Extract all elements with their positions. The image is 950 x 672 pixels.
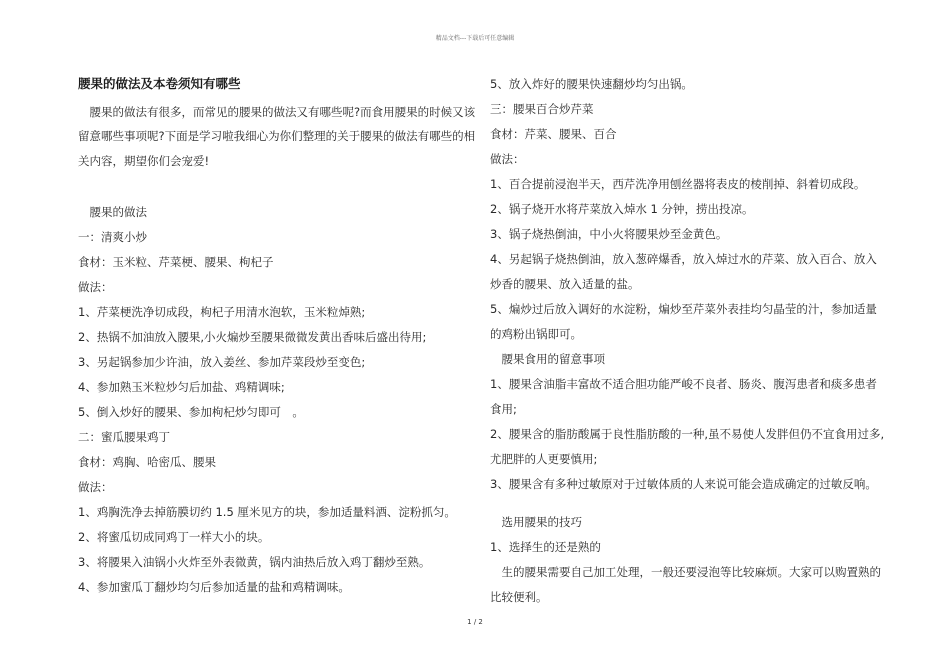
document-title: 腰果的做法及本卷须知有哪些 (78, 76, 241, 91)
section-heading: 腰果的做法 (78, 205, 147, 219)
text-line: 5、煸炒过后放入调好的水淀粉，煸炒至芹菜外表挂均匀晶莹的汁，参加适量 (490, 302, 877, 316)
text-line: 2、热锅不加油放入腰果,小火煸炒至腰果微微发黄出香味后盛出待用; (78, 330, 427, 344)
text-line: 做法： (78, 480, 113, 494)
text-line: 3、锅子烧热倒油，中小火将腰果炒至金黄色。 (490, 227, 728, 241)
text-line: 2、腰果含的脂肪酸属于良性脂肪酸的一种,虽不易使人发胖但仍不宜食用过多, (490, 427, 885, 441)
text-line: 炒香的腰果、放入适量的盐。 (490, 277, 640, 291)
text-line: 食用; (490, 402, 517, 416)
text-line: 5、放入炸好的腰果快速翻炒均匀出锅。 (490, 77, 693, 91)
text-line: 5、倒入炒好的腰果、参加枸杞炒匀即可 。 (78, 405, 304, 419)
text-line: 1、百合提前浸泡半天，西芹洗净用刨丝器将表皮的棱削掉、斜着切成段。 (490, 177, 866, 191)
text-line: 生的腰果需要自己加工处理，一般还要浸泡等比较麻烦。大家可以购置熟的 (490, 565, 881, 579)
text-line: 1、选择生的还是熟的 (490, 540, 601, 554)
text-line: 关内容，期望你们会宠爱! (78, 154, 210, 168)
text-line: 4、参加蜜瓜丁翻炒均匀后参加适量的盐和鸡精调味。 (78, 580, 350, 594)
text-line: 食材：芹菜、腰果、百合 (490, 127, 617, 141)
text-line: 3、将腰果入油锅小火炸至外表微黄，锅内油热后放入鸡丁翻炒至熟。 (78, 555, 431, 569)
subsection-heading: 二：蜜瓜腰果鸡丁 (78, 430, 170, 444)
text-line: 腰果的做法有很多，而常见的腰果的做法又有哪些呢?而食用腰果的时候又该 (78, 105, 476, 119)
section-heading: 腰果食用的留意事项 (490, 352, 605, 366)
text-line: 的鸡粉出锅即可。 (490, 327, 582, 341)
text-line: 尤肥胖的人更要慎用; (490, 452, 598, 466)
text-line: 做法： (490, 152, 525, 166)
text-line: 4、另起锅子烧热倒油，放入葱碎爆香，放入焯过水的芹菜、放入百合、放入 (490, 252, 877, 266)
text-line: 1、芹菜梗洗净切成段，枸杞子用清水泡软，玉米粒焯熟; (78, 305, 366, 319)
text-line: 2、锅子烧开水将芹菜放入焯水 1 分钟，捞出投凉。 (490, 202, 754, 216)
section-heading: 选用腰果的技巧 (490, 515, 582, 529)
text-line: 2、将蜜瓜切成同鸡丁一样大小的块。 (78, 530, 270, 544)
text-line: 留意哪些事项呢?下面是学习啦我细心为你们整理的关于腰果的做法有哪些的相 (78, 129, 476, 143)
subsection-heading: 一：清爽小炒 (78, 230, 147, 244)
text-line: 3、另起锅参加少许油，放入姜丝、参加芹菜段炒至变色; (78, 355, 366, 369)
page-number: 1 / 2 (467, 618, 483, 626)
text-line: 4、参加熟玉米粒炒匀后加盐、鸡精调味; (78, 380, 285, 394)
subsection-heading: 三：腰果百合炒芹菜 (490, 102, 594, 116)
text-line: 比较便利。 (490, 590, 548, 604)
text-line: 1、腰果含油脂丰富故不适合胆功能严峻不良者、肠炎、腹泻患者和痰多患者 (490, 377, 877, 391)
text-line: 1、鸡胸洗净去掉筋膜切约 1.5 厘米见方的块，参加适量料酒、淀粉抓匀。 (78, 505, 456, 519)
text-line: 食材：玉米粒、芹菜梗、腰果、枸杞子 (78, 255, 274, 269)
text-line: 做法： (78, 280, 113, 294)
text-line: 食材：鸡胸、哈密瓜、腰果 (78, 455, 216, 469)
text-line: 3、腰果含有多种过敏原对于过敏体质的人来说可能会造成确定的过敏反响。 (490, 477, 877, 491)
page-header: 精品文档---下载后可任意编辑 (435, 35, 515, 42)
